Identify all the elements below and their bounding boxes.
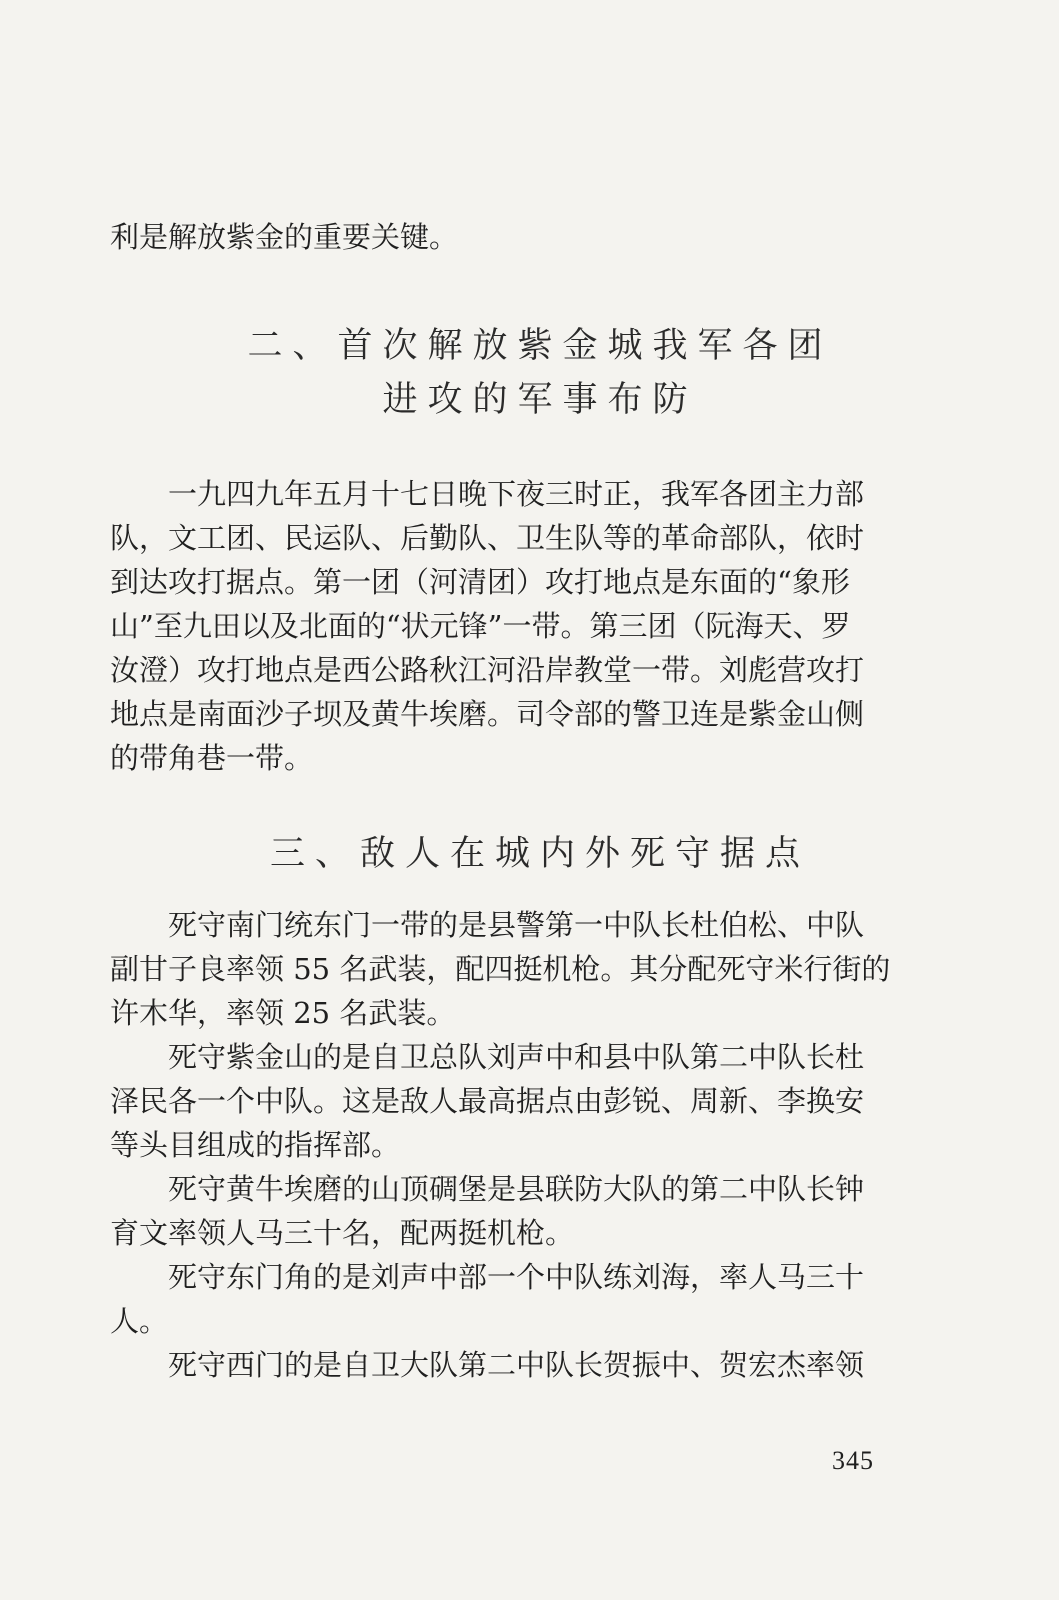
text-line: 死守西门的是自卫大队第二中队长贺振中、贺宏杰率领 <box>168 1348 865 1382</box>
continued-paragraph <box>110 215 922 259</box>
text-line: 死守南门统东门一带的是县警第一中队长杜伯松、中队 <box>168 908 865 942</box>
text-line: 到达攻打据点。第一团（河清团）攻打地点是东面的“象形 <box>110 565 850 599</box>
text-line: 利是解放紫金的重要关键。 <box>110 220 459 254</box>
text-line: 等头目组成的指挥部。 <box>110 1128 401 1162</box>
text-line: 人。 <box>110 1304 169 1338</box>
section-2-heading-line-1: 二、首次解放紫金城我军各团 <box>247 326 833 366</box>
text-line: 地点是南面沙子坝及黄牛埃磨。司令部的警卫连是紫金山侧 <box>110 697 865 731</box>
text-line: 育文率领人马三十名，配两挺机枪。 <box>110 1216 575 1250</box>
text-line: 死守紫金山的是自卫总队刘声中和县中队第二中队长杜 <box>168 1040 865 1074</box>
section-3-paragraphs <box>110 903 922 1387</box>
section-3-heading: 三、敌人在城内外死守据点 <box>269 834 810 874</box>
text-line: 汝澄）攻打地点是西公路秋江河沿岸教堂一带。刘彪营攻打 <box>110 653 865 687</box>
page-number: 345 <box>832 1446 874 1475</box>
text-line: 死守东门角的是刘声中部一个中队练刘海，率人马三十 <box>168 1260 865 1294</box>
text-line: 死守黄牛埃磨的山顶碉堡是县联防大队的第二中队长钟 <box>168 1172 865 1206</box>
text-line: 副甘子良率领 55 名武装，配四挺机枪。其分配死守米行街的 <box>110 952 891 986</box>
text-line: 的带角巷一带。 <box>110 741 314 775</box>
text-line: 泽民各一个中队。这是敌人最高据点由彭锐、周新、李换安 <box>110 1084 865 1118</box>
section-2-heading-line-2: 进攻的军事布防 <box>382 380 698 420</box>
text-line: 许木华，率领 25 名武装。 <box>110 996 456 1030</box>
text-line: 山”至九田以及北面的“状元锋”一带。第三团（阮海天、罗 <box>110 609 851 643</box>
text-line: 队，文工团、民运队、后勤队、卫生队等的革命部队，依时 <box>110 521 865 555</box>
section-2-paragraph <box>110 472 922 780</box>
text-line: 一九四九年五月十七日晚下夜三时正，我军各团主力部 <box>168 477 865 511</box>
